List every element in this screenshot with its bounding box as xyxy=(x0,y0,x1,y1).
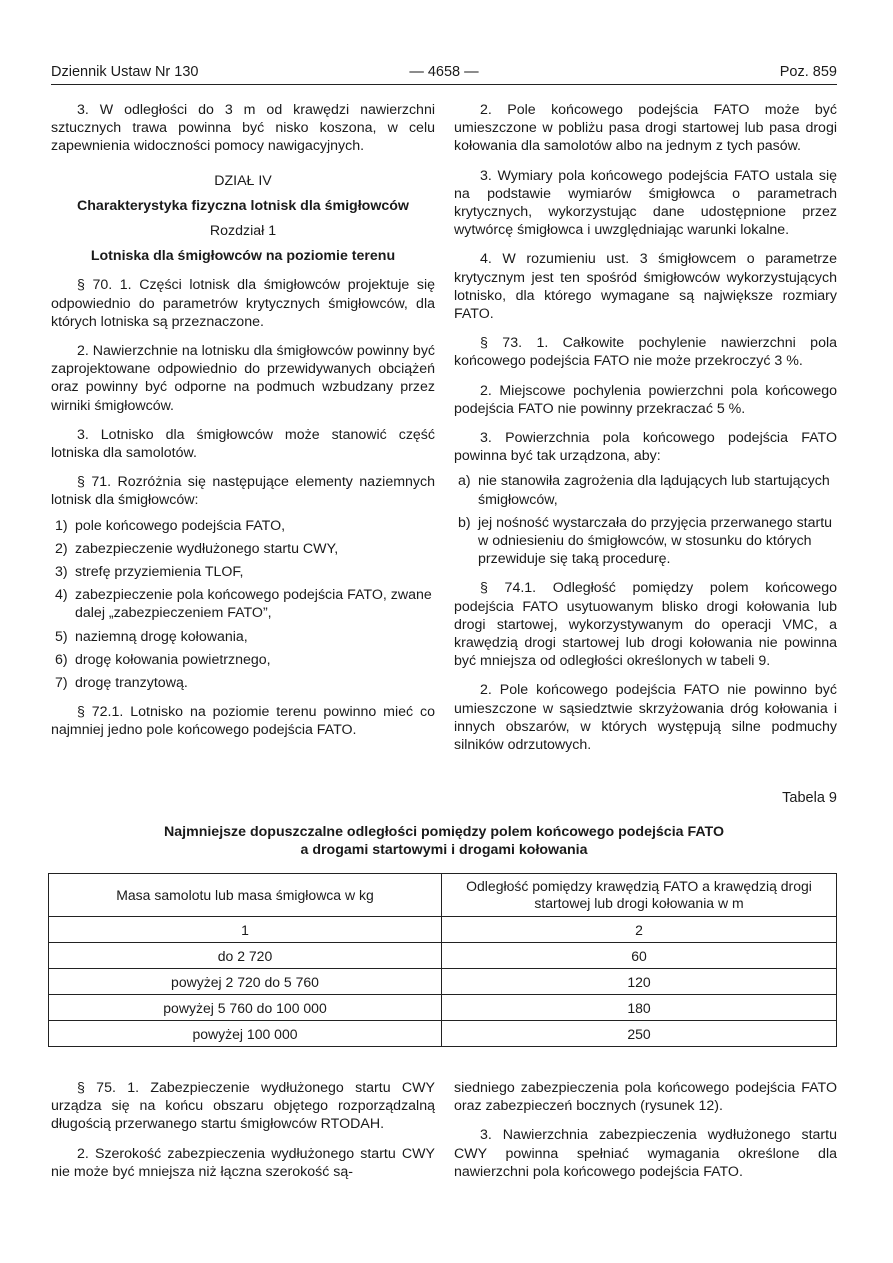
mass-cell: powyżej 2 720 do 5 760 xyxy=(49,969,442,995)
mass-cell: do 2 720 xyxy=(49,943,442,969)
right-column xyxy=(454,101,837,765)
paragraph-73-2: 2. Miejscowe pochylenia powierzchni pola końcowego podejścia FATO nie powinny przekraczać 5 %. xyxy=(454,382,837,417)
list-item-number: 1) xyxy=(55,517,68,534)
list-item xyxy=(454,514,837,569)
header-distance: Odległość pomiędzy krawędzią FATO a krawędzią drogi startowej lub drogi kołowania w m xyxy=(442,874,837,917)
list-item-text: zabezpieczenie wydłużonego startu CWY, xyxy=(75,540,339,557)
paragraph-72-4: 4. W rozumieniu ust. 3 śmigłowcem o parametrze krytycznym jest ten spośród śmigłowców wykorzystujących lotnisko, dla którego wymagane są największe rozmiary FATO. xyxy=(454,251,837,323)
paragraph-ust3: 3. W odległości do 3 m od krawędzi nawierzchni sztucznych trawa powinna być nisko koszona, w celu zapewnienia widoczności pomocy nawigacyjnych. xyxy=(51,102,435,155)
list-item xyxy=(51,517,435,535)
paragraph-74-2: 2. Pole końcowego podejścia FATO nie powinno być umieszczone w sąsiedztwie skrzyżowania dróg kołowania i innych obszarów, w których występują silne podmuchy silników odrzutowych. xyxy=(454,682,837,754)
paragraph-72-3: 3. Wymiary pola końcowego podejścia FATO ustala się na podstawie wymiarów śmigłowca o parametrach krytycznych, wykorzystując dane udostępnione przez wytwórcę śmigłowca i uwzględniając warunki lokalne. xyxy=(454,167,837,239)
paragraph-70-1: § 70. 1. Części lotnisk dla śmigłowców projektuje się odpowiednio do parametrów krytycznych śmigłowców, dla których lotniska są przeznaczone. xyxy=(51,277,435,330)
table-label: Tabela 9 xyxy=(782,790,837,806)
table-header-row xyxy=(49,874,837,917)
list-item-text: jej nośność wystarczała do przyjęcia przerwanego startu w odniesieniu do śmigłowców, w stosunku do których przewiduje się taką procedurę. xyxy=(478,514,833,568)
list-item xyxy=(51,674,435,692)
paragraph-73-1: § 73. 1. Całkowite pochylenie nawierzchni pola końcowego podejścia FATO nie może przekroczyć 3 %. xyxy=(454,335,837,370)
paragraph-75-1: § 75. 1. Zabezpieczenie wydłużonego startu CWY urządza się na końcu obszaru objętego rozporządzalną długością przerwanego startu śmigłowców RTODAH. xyxy=(51,1080,435,1133)
paragraph-75-2: 2. Szerokość zabezpieczenia wydłużonego startu CWY nie może być mniejsza niż łączna szerokość są- xyxy=(51,1145,435,1180)
condition-list xyxy=(454,472,837,568)
list-item-text: strefę przyziemienia TLOF, xyxy=(75,564,244,581)
list-item-number: a) xyxy=(458,473,471,490)
paragraph-71: § 71. Rozróżnia się następujące elementy naziemnych lotnisk dla śmigłowców: xyxy=(51,474,435,509)
bottom-left-column xyxy=(51,1079,435,1192)
mass-cell: powyżej 5 760 do 100 000 xyxy=(49,995,442,1021)
header-rule xyxy=(51,84,837,85)
paragraph-70-2: 2. Nawierzchnie na lotnisku dla śmigłowców powinny być zaprojektowane odpowiednio do przewidywanych obciążeń oraz powinny być odporne na podmuch wzbudzany przez wirniki śmigłowców. xyxy=(51,343,436,414)
paragraph-73-3: 3. Powierzchnia pola końcowego podejścia FATO powinna być tak urządzona, aby: xyxy=(454,430,837,465)
paragraph-70-3: 3. Lotnisko dla śmigłowców może stanowić część lotniska dla samolotów. xyxy=(51,426,435,462)
list-item-text: nie stanowiła zagrożenia dla lądujących lub startujących śmigłowców, xyxy=(478,473,830,508)
journal-title: Dziennik Ustaw Nr 130 xyxy=(51,64,199,80)
element-list xyxy=(51,517,435,693)
table-title xyxy=(51,823,837,859)
table-row xyxy=(49,969,837,995)
column-number-2: 2 xyxy=(442,917,837,943)
list-item-text: drogę kołowania powietrznego, xyxy=(75,651,271,668)
paragraph-72-2: 2. Pole końcowego podejścia FATO może być umieszczone w pobliżu pasa drogi startowej lub pasa drogi kołowania dla samolotów albo na jednym z tych pasów. xyxy=(454,102,837,155)
division-label: DZIAŁ IV xyxy=(214,172,272,189)
column-number-1: 1 xyxy=(49,917,442,943)
list-item xyxy=(51,563,435,581)
list-item-number: 5) xyxy=(55,628,68,645)
list-item-text: drogę tranzytową. xyxy=(75,675,188,692)
division-title: Charakterystyka fizyczna lotnisk dla śmigłowców xyxy=(77,197,409,214)
list-item-number: 2) xyxy=(55,540,68,557)
paragraph-74-1: § 74.1. Odległość pomiędzy polem końcowego podejścia FATO usytuowanym blisko drogi kołowania lub drogi startowej, wykorzystywanym do operacji VMC, a krawędzią drogi startowej lub drogi kołowania nie powinna być mniejsza od odległości określonych w tabeli 9. xyxy=(454,580,837,670)
list-item-number: 7) xyxy=(55,675,68,692)
list-item-text: zabezpieczenie pola końcowego podejścia FATO, zwane dalej „zabezpieczeniem FATO”, xyxy=(75,587,432,622)
list-item-number: 4) xyxy=(55,587,68,604)
list-item xyxy=(51,628,435,646)
list-item-number: 3) xyxy=(55,564,68,581)
header-mass: Masa samolotu lub masa śmigłowca w kg xyxy=(49,874,442,917)
distance-cell: 180 xyxy=(442,995,837,1021)
list-item xyxy=(51,651,435,669)
paragraph-75-3: 3. Nawierzchnia zabezpieczenia wydłużonego startu CWY powinna spełniać wymagania określone dla nawierzchni pola końcowego podejścia FATO. xyxy=(454,1127,837,1180)
table-row xyxy=(49,995,837,1021)
table-row xyxy=(49,1021,837,1047)
list-item-number: b) xyxy=(458,514,471,531)
list-item xyxy=(454,472,837,508)
distance-cell: 60 xyxy=(442,943,837,969)
paragraph-75-2-continued: siedniego zabezpieczenia pola końcowego podejścia FATO oraz zabezpieczeń bocznych (rysunek 12). xyxy=(454,1080,837,1115)
chapter-label: Rozdział 1 xyxy=(209,223,277,240)
mass-cell: powyżej 100 000 xyxy=(49,1021,442,1047)
bottom-right-column xyxy=(454,1079,837,1192)
list-item-text: naziemną drogę kołowania, xyxy=(75,628,248,645)
distance-cell: 250 xyxy=(442,1021,837,1047)
table-title-line-1: Najmniejsze dopuszczalne odległości pomiędzy polem końcowego podejścia FATO xyxy=(164,824,724,840)
list-item xyxy=(51,540,435,558)
page-header xyxy=(51,64,837,84)
paragraph-72-1: § 72.1. Lotnisko na poziomie terenu powinno mieć co najmniej jedno pole końcowego podejścia FATO. xyxy=(51,704,435,739)
page-number: — 4658 — xyxy=(409,64,479,80)
position-number: Poz. 859 xyxy=(779,64,837,80)
distance-table xyxy=(48,873,837,1047)
table-title-line-2: a drogami startowymi i drogami kołowania xyxy=(300,842,588,858)
chapter-title: Lotniska dla śmigłowców na poziomie terenu xyxy=(90,248,396,265)
distance-cell: 120 xyxy=(442,969,837,995)
list-item-text: pole końcowego podejścia FATO, xyxy=(75,517,286,534)
table-row xyxy=(49,943,837,969)
left-column xyxy=(51,101,435,751)
table-column-number-row xyxy=(49,917,837,943)
list-item xyxy=(51,586,435,622)
list-item-number: 6) xyxy=(55,651,68,668)
